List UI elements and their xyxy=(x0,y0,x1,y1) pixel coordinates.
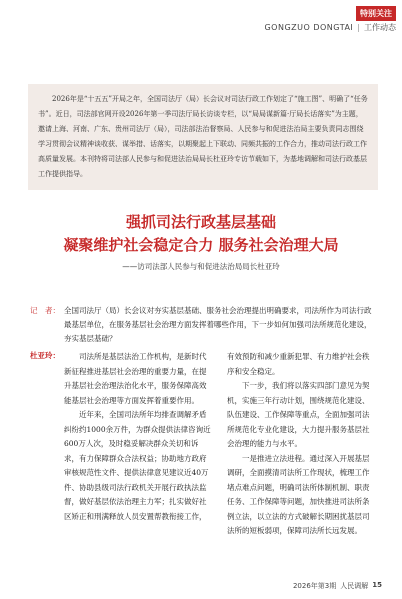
reporter-question xyxy=(30,304,376,346)
page-footer xyxy=(293,581,382,591)
section-title: 工作动态 xyxy=(364,23,396,32)
section-separator: | xyxy=(357,23,360,32)
section-header xyxy=(264,22,396,33)
headline-line-2: 凝聚维护社会稳定合力 服务社会治理大局 xyxy=(63,236,339,254)
headline-line-1: 强抓司法行政基层基础 xyxy=(125,213,276,231)
headline-subtitle: ——访司法部人民参与和促进法治局局长杜亚玲 xyxy=(122,262,280,271)
footer-magazine: 人民调解 xyxy=(340,582,369,590)
page-number: 15 xyxy=(372,581,382,589)
section-pinyin: GONGZUO DONGTAI xyxy=(264,23,354,32)
editor-intro: 2026年是“十五五”开局之年，全国司法厅（局）长会议对司法行政工作划定了“施工图”、明确了“任务书”。近日，司法部官网开设2026年第一季司法厅局长访谈专栏，以“局局谋新篇·厅局长话落实”为主题，邀请上海、河南、广东、贵州司法厅（局），司法部法治督察局、人民参与和促进法治局主要负责同志围绕学习贯彻会议精神谈收获、谋举措、话落实，以期聚起上下联动、同频共振的工作合力，推动司法行政工作高质量发展。本刊特将司法部人民参与和促进法治局局长杜亚玲专访节载如下，为基地调解和司法行政基层工作提供指导。 xyxy=(28,84,378,190)
answer-paragraph: 一是推进立法进程。通过深入开展基层调研，全面摸清司法所工作现状，梳理工作堵点难点问题，明确司法所体制机制、职责任务、工作保障等问题，加快推进司法所条例立法，以立法的方式破解长期困扰基层司法所的短板弱项，保障司法所长远发展。 xyxy=(227,453,370,535)
reporter-label: 记 者： xyxy=(30,306,60,315)
answer-label: 杜亚玲： xyxy=(30,351,60,360)
question-text: 全国司法厅（局）长会议对夯实基层基础、服务社会治理提出明确要求，司法所作为司法行政最基层单位，在服务基层社会治理方面发挥着哪些作用，下一步如何加强司法所规范化建设，夯实基层基础？ xyxy=(64,306,372,343)
answer-paragraph: 司法所是基层法治工作机构，是新时代新征程推进基层社会治理的重要力量，在提升基层社会治理法治化水平，服务保障高效能基层社会治理等方面发挥着重要作用。 xyxy=(64,352,207,405)
section-tag: 特别关注 xyxy=(356,6,396,21)
article-headline xyxy=(0,211,402,272)
footer-issue: 2026年第3期 xyxy=(292,582,337,590)
answer-paragraph: 近年来，全国司法所年均排查调解矛盾纠纷约1000余万件，为群众提供法律咨询近600万人次，及时稳妥解决群众关切和诉求，有力保障群众合法权益；协助地方政府审核规范性文件、提供法律意见建议近40万件、协助县级司法行政机关开展行政执法监督，做好基层依法治理主力军；扎实做好社区矫正和刑满释放人员安置帮教衔接工作，有效预防和减少重新犯罪、有力维护社会秩序和安全稳定。 xyxy=(64,352,370,521)
answer-body xyxy=(64,350,376,539)
answer-paragraph: 下一步，我们将以落实四部门意见为契机，实施三年行动计划，围绕规范化建设、队伍建设、工作保障等重点，全面加强司法所规范化专业化建设，大力提升服务基层社会治理的能力与水平。 xyxy=(227,381,370,448)
